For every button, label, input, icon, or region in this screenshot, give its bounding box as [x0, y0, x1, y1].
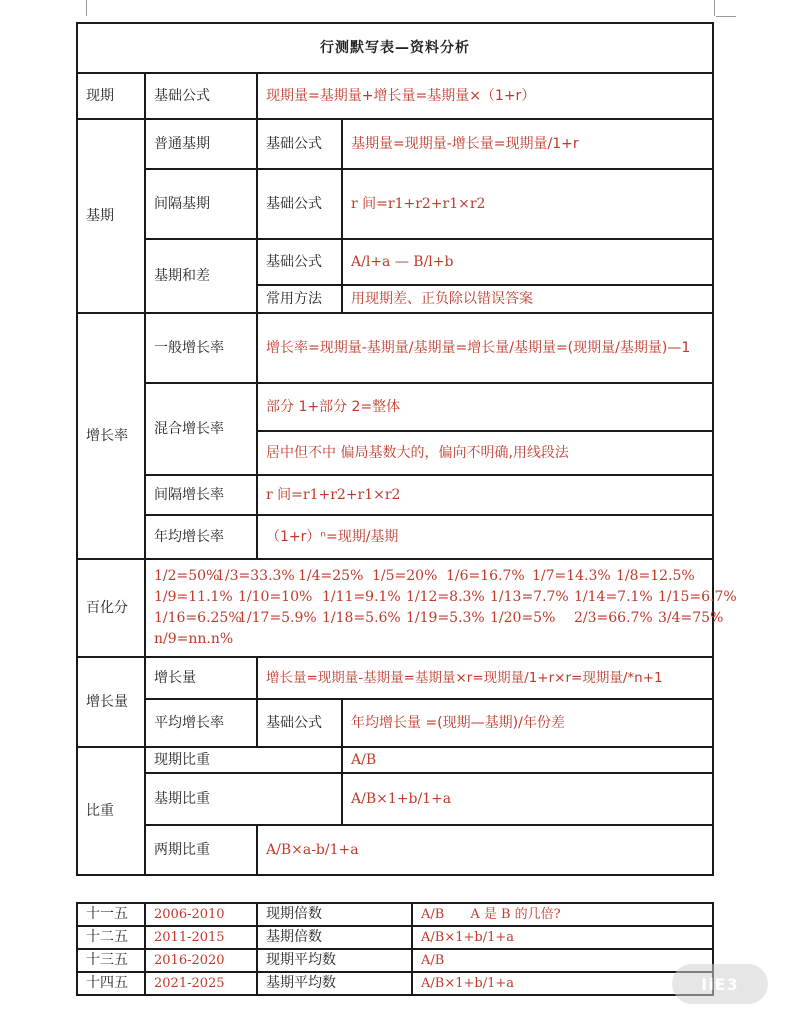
- label-base-proportion: 基期比重: [145, 773, 342, 825]
- plan-name: 十三五: [77, 949, 145, 972]
- frac-item: 1/4=25%: [298, 568, 364, 584]
- plan-years: 2011-2015: [145, 926, 257, 949]
- label-interval-growth: 间隔增长率: [145, 475, 257, 515]
- label-average-growth: 平均增长率: [145, 699, 257, 747]
- page-title: 行测默写表—资料分析: [77, 23, 713, 73]
- label-current-proportion: 现期比重: [145, 747, 342, 773]
- label-annual-growth: 年均增长率: [145, 515, 257, 559]
- label-basic-formula: 基础公式: [257, 119, 342, 169]
- frac-item: 1/8=12.5%: [616, 568, 695, 584]
- crop-mark-left: [86, 0, 87, 16]
- formula-increment: 增长量=现期量-基期量=基期量×r=现期量/1+r×r=现期量/*n+1: [257, 657, 713, 699]
- plan-row: [77, 972, 713, 995]
- formula-general-growth: 增长率=现期量-基期量/基期量=增长量/基期量=(现期量/基期量)—1: [257, 313, 713, 383]
- formula-base-sumdiff: A/l+a — B/l+b: [342, 239, 713, 285]
- text-mixed-growth-1: 部分 1+部分 2=整体: [257, 383, 713, 431]
- label-common-method: 常用方法: [257, 285, 342, 313]
- plan-term: 基期倍数: [257, 926, 412, 949]
- watermark-badge: IiE3: [672, 964, 768, 1004]
- category-base: 基期: [77, 119, 145, 313]
- plan-row: [77, 926, 713, 949]
- formula-table: [76, 22, 737, 876]
- plan-term: 基期平均数: [257, 972, 412, 995]
- category-percent: 百化分: [77, 559, 145, 657]
- label-two-period-proportion: 两期比重: [145, 825, 257, 875]
- frac-item: 1/2=50%: [154, 568, 220, 584]
- label-base-sumdiff: 基期和差: [145, 239, 257, 313]
- label-interval-base: 间隔基期: [145, 169, 257, 239]
- formula-current: 现期量=基期量+增长量=基期量×（1+r）: [257, 73, 713, 119]
- formula-two-period-proportion: A/B×a-b/1+a: [257, 825, 713, 875]
- formula-interval-growth: r 间=r1+r2+r1×r2: [257, 475, 713, 515]
- frac-item: 1/12=8.3%: [406, 589, 485, 605]
- label-basic-formula: 基础公式: [257, 169, 342, 239]
- percent-fraction-list: [145, 559, 737, 657]
- five-year-plan-table: [76, 902, 714, 996]
- crop-mark-right: [714, 0, 715, 16]
- percent-line-4: [154, 629, 704, 650]
- plan-years: 2006-2010: [145, 903, 257, 926]
- label-basic-formula: 基础公式: [257, 239, 342, 285]
- plan-name: 十一五: [77, 903, 145, 926]
- crop-mark-right-h: [716, 16, 736, 17]
- frac-item: 1/11=9.1%: [322, 589, 401, 605]
- formula-current-proportion: A/B: [342, 747, 713, 773]
- label-basic-formula: 基础公式: [145, 73, 257, 119]
- plan-term: 现期平均数: [257, 949, 412, 972]
- plan-text: A/B A 是 B 的几倍?: [412, 903, 713, 926]
- frac-item: 1/14=7.1%: [574, 589, 653, 605]
- frac-item: 1/5=20%: [372, 568, 438, 584]
- label-increment: 增长量: [145, 657, 257, 699]
- frac-item: 1/13=7.7%: [490, 589, 569, 605]
- frac-item: 1/10=10%: [238, 589, 313, 605]
- percent-line-3: [154, 608, 724, 629]
- formula-base-proportion: A/B×1+b/1+a: [342, 773, 713, 825]
- text-mixed-growth-2: 居中但不中 偏局基数大的，偏向不明确,用线段法: [257, 431, 713, 475]
- frac-item: 1/18=5.6%: [322, 610, 401, 626]
- category-current: 现期: [77, 73, 145, 119]
- label-normal-base: 普通基期: [145, 119, 257, 169]
- frac-item: 1/19=5.3%: [406, 610, 485, 626]
- plan-term: 现期倍数: [257, 903, 412, 926]
- plan-name: 十二五: [77, 926, 145, 949]
- frac-item: 1/9=11.1%: [154, 589, 233, 605]
- category-proportion: 比重: [77, 747, 145, 875]
- frac-item: 1/7=14.3%: [532, 568, 611, 584]
- plan-text: A/B: [412, 949, 713, 972]
- label-mixed-growth: 混合增长率: [145, 383, 257, 475]
- plan-row: [77, 903, 713, 926]
- percent-line-1: [154, 566, 704, 587]
- category-growth-rate: 增长率: [77, 313, 145, 559]
- formula-annual-growth: （1+r）ⁿ=现期/基期: [257, 515, 713, 559]
- label-basic-formula: 基础公式: [257, 699, 342, 747]
- plan-years: 2021-2025: [145, 972, 257, 995]
- frac-item: 3/4=75%: [658, 610, 724, 626]
- label-general-growth: 一般增长率: [145, 313, 257, 383]
- plan-row: [77, 949, 713, 972]
- formula-normal-base: 基期量=现期量-增长量=现期量/1+r: [342, 119, 713, 169]
- formula-average-increment: 年均增长量 =(现期—基期)/年份差: [342, 699, 713, 747]
- frac-item: 2/3=66.7%: [574, 610, 653, 626]
- frac-item: 1/20=5%: [490, 610, 556, 626]
- frac-item: 1/17=5.9%: [238, 610, 317, 626]
- plan-text: A/B×1+b/1+a: [412, 926, 713, 949]
- frac-item: 1/16=6.25%: [154, 610, 242, 626]
- frac-item: 1/3=33.3%: [216, 568, 295, 584]
- frac-item: 1/6=16.7%: [446, 568, 525, 584]
- frac-item: n/9=nn.n%: [154, 631, 234, 647]
- frac-item: 1/15=6.7%: [658, 589, 737, 605]
- plan-name: 十四五: [77, 972, 145, 995]
- percent-line-2: [154, 587, 737, 608]
- category-increment: 增长量: [77, 657, 145, 747]
- plan-text: A/B×1+b/1+a: [412, 972, 713, 995]
- formula-interval-base: r 间=r1+r2+r1×r2: [342, 169, 713, 239]
- method-base-sumdiff: 用现期差、正负除以错误答案: [342, 285, 713, 313]
- plan-years: 2016-2020: [145, 949, 257, 972]
